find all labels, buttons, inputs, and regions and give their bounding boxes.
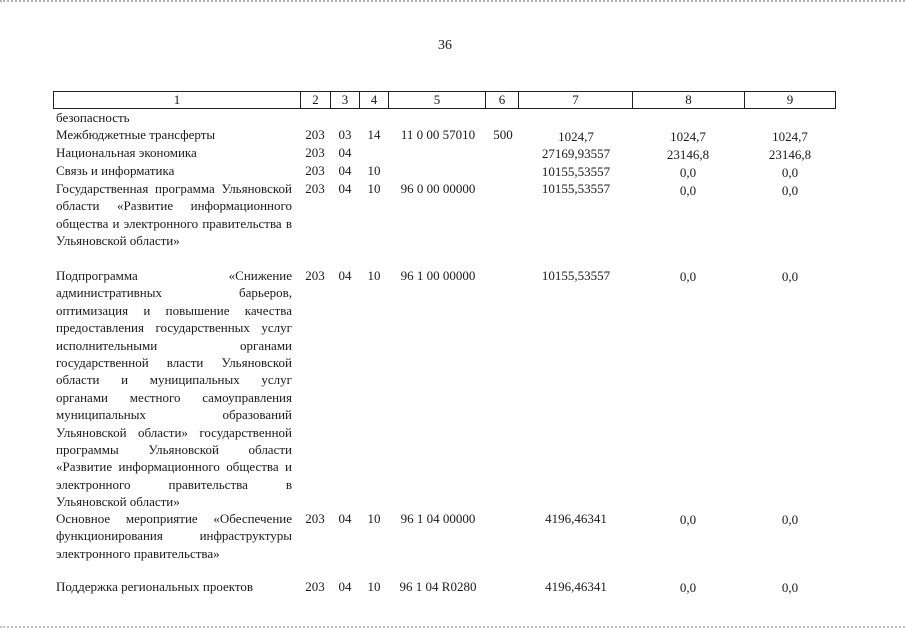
- row-5-code-4: 10: [367, 268, 381, 283]
- row-1-code-5: 11 0 00 57010: [400, 127, 476, 142]
- row-7-value-9: 0,0: [781, 580, 799, 595]
- row-1-value-8: 1024,7: [670, 129, 706, 144]
- header-col-3: 3: [331, 92, 360, 108]
- row-7-code-2: 203: [305, 579, 325, 594]
- header-col-6: 6: [486, 92, 519, 108]
- row-1-code-6: 500: [493, 127, 513, 142]
- scan-edge-bottom: [0, 626, 905, 630]
- header-col-7: 7: [519, 92, 633, 108]
- row-5-value-9: 0,0: [781, 269, 799, 284]
- row-1-value-7: 1024,7: [558, 129, 594, 144]
- row-1-value-9: 1024,7: [772, 129, 808, 144]
- row-5-value-8: 0,0: [679, 269, 697, 284]
- row-3-value-9: 0,0: [781, 165, 799, 180]
- row-7-description: Поддержка региональных проектов: [56, 579, 254, 594]
- header-col-1: 1: [54, 92, 301, 108]
- row-6-value-9: 0,0: [781, 512, 799, 527]
- row-3-description: Связь и информатика: [56, 163, 175, 178]
- row-7-value-8: 0,0: [679, 580, 697, 595]
- row-1-code-4: 14: [367, 127, 381, 142]
- row-2-value-7: 27169,93557: [541, 146, 611, 161]
- row-6-value-7: 4196,46341: [545, 511, 607, 526]
- row-3-code-3: 04: [338, 163, 352, 178]
- row-2-code-2: 203: [305, 145, 325, 160]
- row-5-value-7: 10155,53557: [541, 268, 611, 283]
- row-3-value-7: 10155,53557: [541, 164, 611, 179]
- scan-edge-top: [0, 0, 905, 8]
- row-4-code-2: 203: [305, 181, 325, 196]
- row-4-code-3: 04: [338, 181, 352, 196]
- row-2-value-8: 23146,8: [666, 147, 710, 162]
- row-6-value-8: 0,0: [679, 512, 697, 527]
- row-6-code-5: 96 1 04 00000: [400, 511, 476, 526]
- row-1-code-2: 203: [305, 127, 325, 142]
- header-col-9: 9: [786, 92, 794, 107]
- row-7-code-3: 04: [338, 579, 352, 594]
- row-5-code-2: 203: [305, 268, 325, 283]
- row-4-code-4: 10: [367, 181, 381, 196]
- row-4-value-9: 0,0: [781, 183, 799, 198]
- row-2-value-9: 23146,8: [768, 147, 812, 162]
- row-2-description: Национальная экономика: [56, 145, 197, 160]
- row-6-code-3: 04: [338, 511, 352, 526]
- row-5-code-5: 96 1 00 00000: [400, 268, 476, 283]
- row-7-code-4: 10: [367, 579, 381, 594]
- row-4-value-8: 0,0: [679, 183, 697, 198]
- header-col-2: 2: [301, 92, 331, 108]
- row-3-value-8: 0,0: [679, 165, 697, 180]
- header-col-8: 8: [633, 92, 745, 108]
- row-5-code-3: 04: [338, 268, 352, 283]
- row-7-code-5: 96 1 04 R0280: [399, 579, 477, 594]
- row-0-description: безопасность: [56, 110, 130, 125]
- row-1-description: Межбюджетные трансферты: [56, 127, 216, 142]
- row-3-code-2: 203: [305, 163, 325, 178]
- header-col-4: 4: [360, 92, 389, 108]
- row-3-code-4: 10: [367, 163, 381, 178]
- header-col-5: 5: [389, 92, 486, 108]
- page-number: 36: [438, 38, 452, 53]
- table-header-row: [53, 91, 836, 109]
- row-7-value-7: 4196,46341: [545, 579, 607, 594]
- row-2-code-3: 04: [338, 145, 352, 160]
- row-6-code-2: 203: [305, 511, 325, 526]
- row-5-description: Подпрограмма «Снижение административных барьеров, оптимизация и повышение качества предоставления государственных услуг исполнительными органами государственной власти Ульяновской области и муниципальных услуг органами местного самоуправления муниципальных образований Ульяновской области» государственной программы Ульяновской области «Развитие информационного общества и электронного правительства в Ульяновской области»: [56, 268, 292, 510]
- row-4-code-5: 96 0 00 00000: [400, 181, 476, 196]
- row-4-value-7: 10155,53557: [541, 181, 611, 196]
- row-6-code-4: 10: [367, 511, 381, 526]
- row-1-code-3: 03: [338, 127, 352, 142]
- row-6-description: Основное мероприятие «Обеспечение функционирования инфраструктуры электронного правительства»: [56, 511, 292, 561]
- row-4-description: Государственная программа Ульяновской области «Развитие информационного общества и электронного правительства в Ульяновской области»: [56, 181, 292, 249]
